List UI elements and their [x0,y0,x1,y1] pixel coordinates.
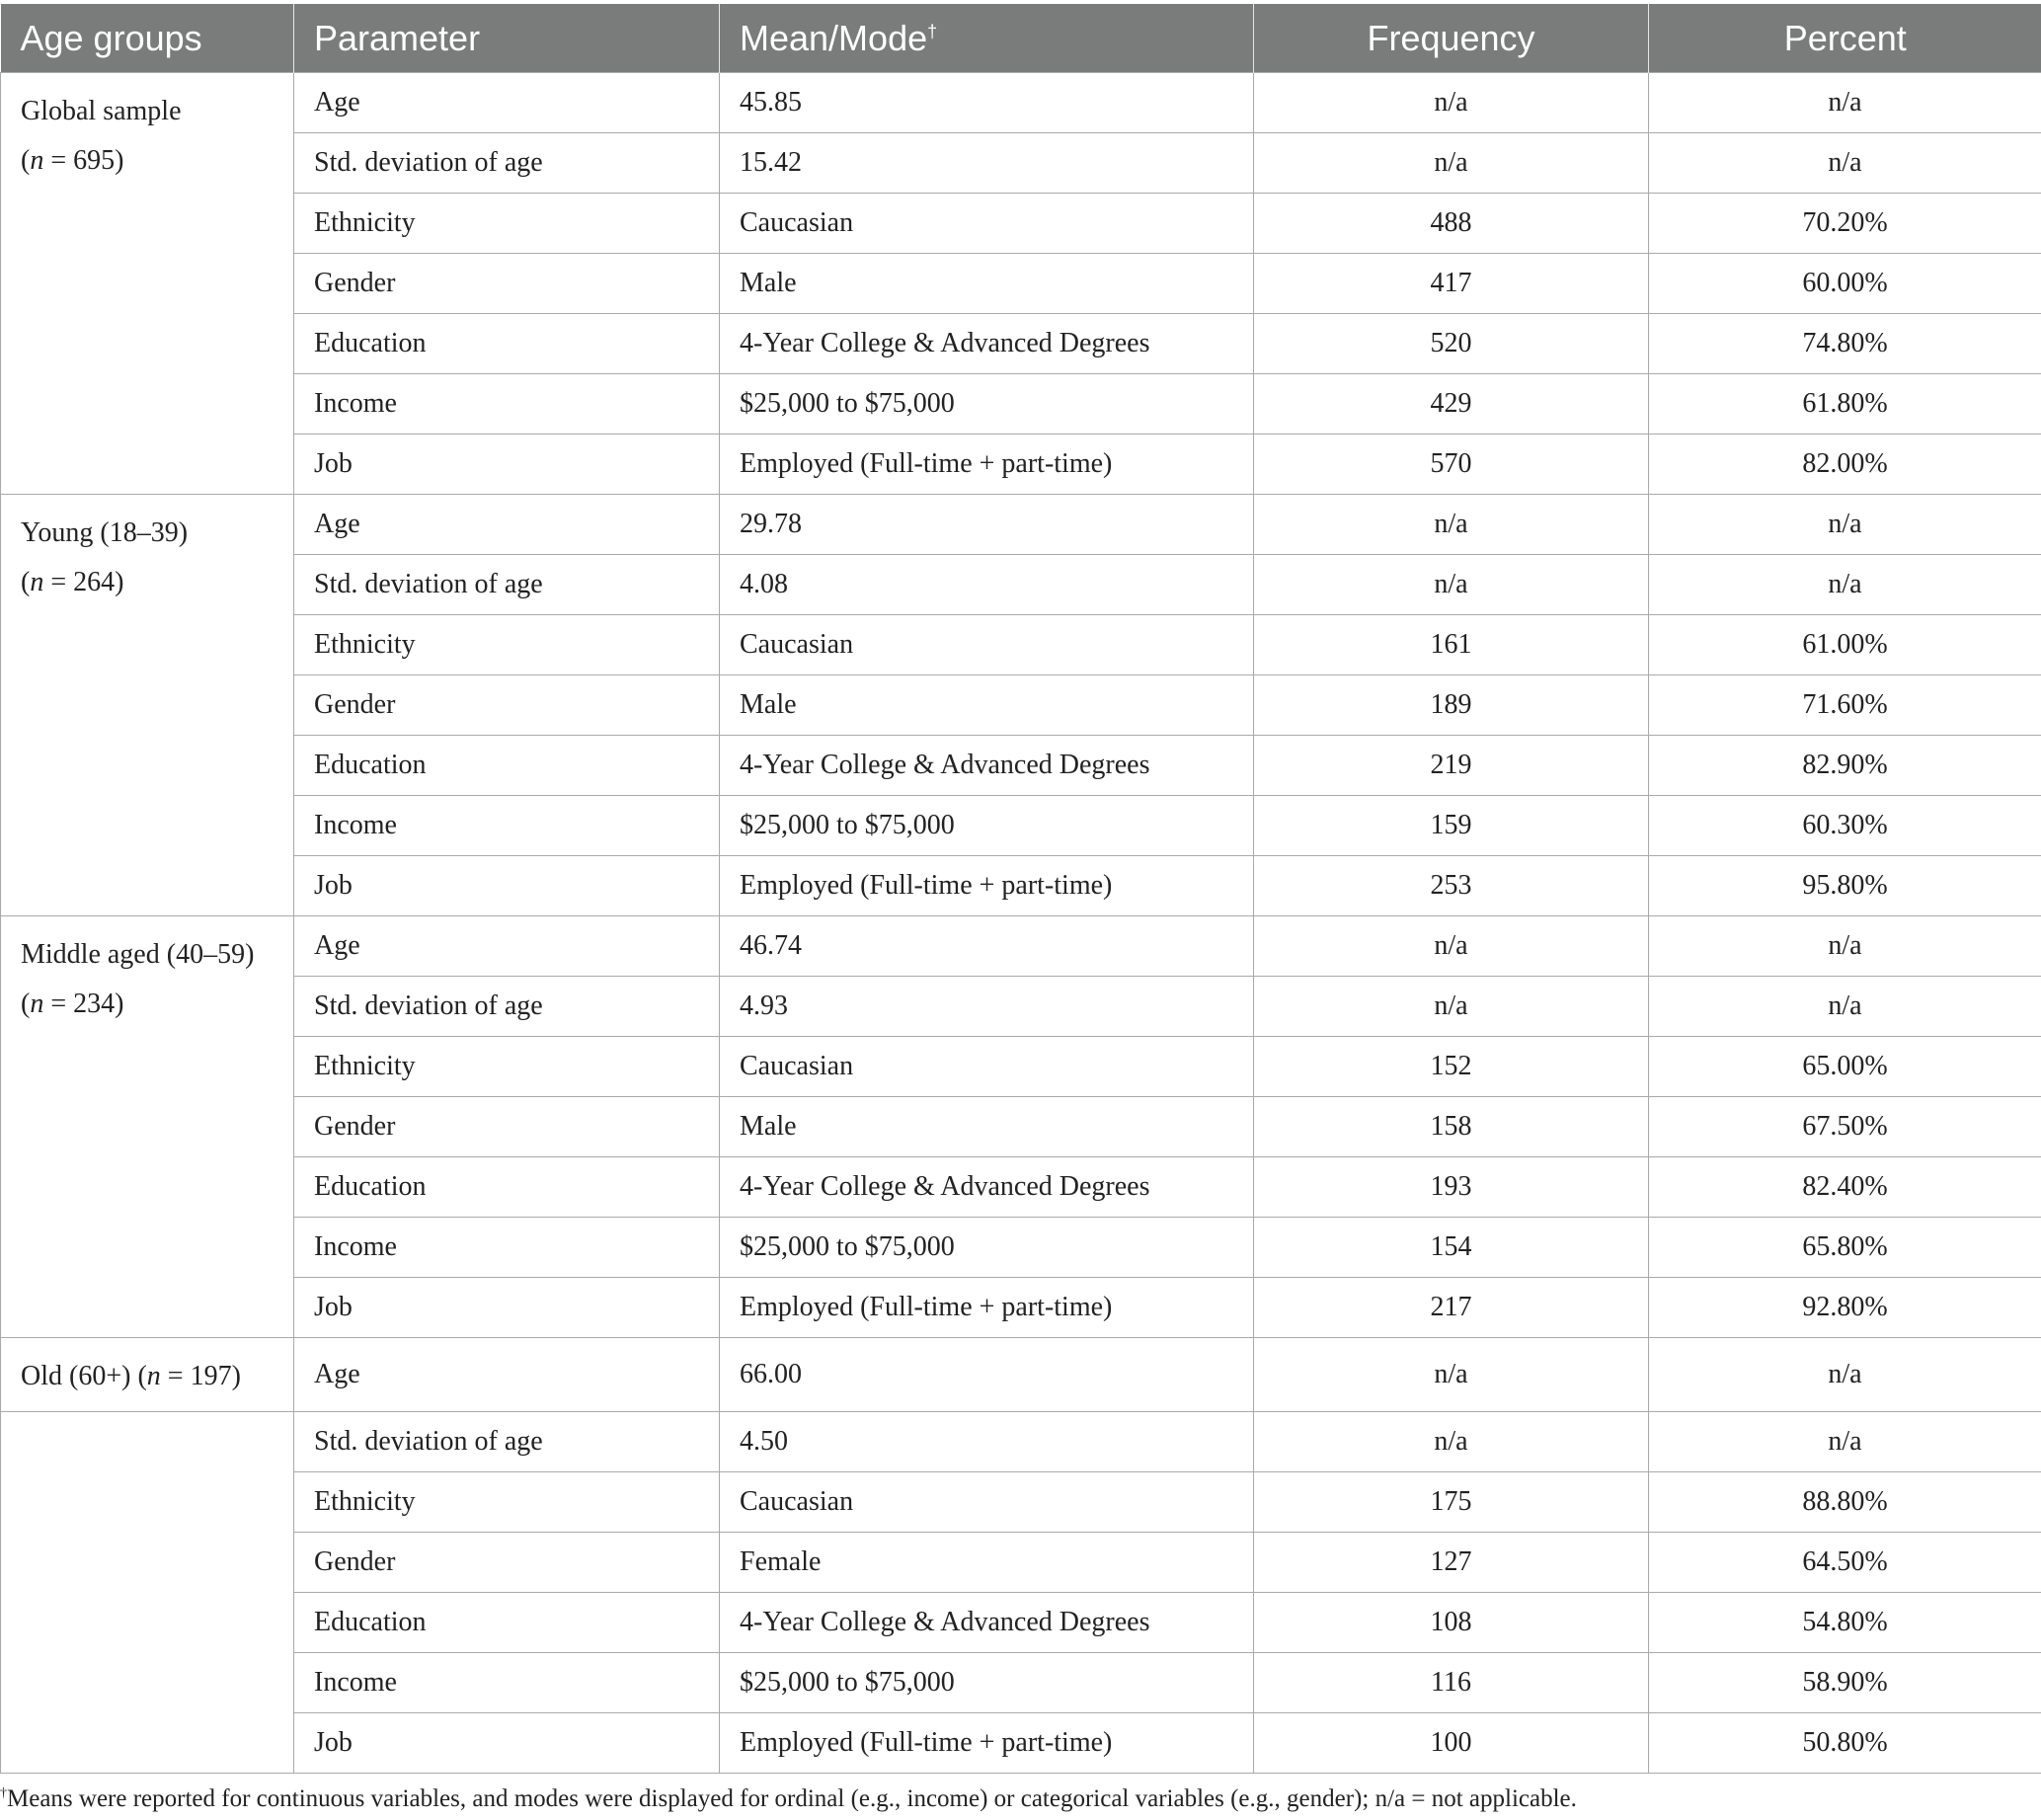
frequency-cell: 193 [1254,1157,1649,1218]
frequency-cell: 253 [1254,856,1649,916]
table-row [1,1412,2041,1472]
age-group-cell [1,916,294,1338]
table-row [1,495,2041,555]
parameter-cell: Age [294,73,720,133]
table-row [1,615,2041,675]
table-row [1,1097,2041,1157]
mean-mode-cell: 4.93 [720,977,1254,1037]
percent-cell: 65.80% [1649,1218,2041,1278]
header-percent: Percent [1649,4,2041,73]
mean-mode-cell: Employed (Full-time + part-time) [720,1713,1254,1774]
table-row [1,1157,2041,1218]
header-parameter: Parameter [294,4,720,73]
age-group-cell [1,73,294,495]
mean-mode-cell: Employed (Full-time + part-time) [720,1278,1254,1338]
mean-mode-cell: Employed (Full-time + part-time) [720,856,1254,916]
n-prefix: ( [137,1361,147,1391]
parameter-cell: Job [294,1713,720,1774]
table-row [1,194,2041,254]
mean-mode-cell: 4-Year College & Advanced Degrees [720,1157,1254,1218]
parameter-cell: Income [294,796,720,856]
percent-cell: n/a [1649,977,2041,1037]
percent-cell: 64.50% [1649,1533,2041,1593]
mean-mode-cell: $25,000 to $75,000 [720,1653,1254,1713]
mean-mode-cell: Caucasian [720,1037,1254,1097]
frequency-cell: 161 [1254,615,1649,675]
parameter-cell: Gender [294,254,720,314]
table-row [1,133,2041,194]
mean-mode-cell: Employed (Full-time + part-time) [720,435,1254,495]
parameter-cell: Ethnicity [294,1037,720,1097]
percent-cell: 71.60% [1649,675,2041,736]
percent-cell: 60.30% [1649,796,2041,856]
frequency-cell: 154 [1254,1218,1649,1278]
frequency-cell: 520 [1254,314,1649,374]
mean-mode-cell: 29.78 [720,495,1254,555]
parameter-cell: Education [294,1157,720,1218]
table-row [1,374,2041,435]
frequency-cell: 127 [1254,1533,1649,1593]
frequency-cell: n/a [1254,73,1649,133]
parameter-cell: Ethnicity [294,615,720,675]
percent-cell: 82.40% [1649,1157,2041,1218]
mean-mode-cell: 46.74 [720,916,1254,977]
table-row [1,555,2041,615]
parameter-cell: Gender [294,1097,720,1157]
mean-mode-cell: Caucasian [720,615,1254,675]
parameter-cell: Education [294,314,720,374]
table-row [1,1653,2041,1713]
table-row [1,1338,2041,1412]
frequency-cell: 159 [1254,796,1649,856]
percent-cell: 65.00% [1649,1037,2041,1097]
table-row [1,675,2041,736]
frequency-cell: n/a [1254,977,1649,1037]
table-row [1,796,2041,856]
percent-cell: 82.90% [1649,736,2041,796]
percent-cell: 50.80% [1649,1713,2041,1774]
percent-cell: 88.80% [1649,1472,2041,1533]
table-row [1,1037,2041,1097]
parameter-cell: Education [294,1593,720,1653]
frequency-cell: 217 [1254,1278,1649,1338]
frequency-cell: 158 [1254,1097,1649,1157]
n-prefix: ( [21,989,31,1019]
frequency-cell: 116 [1254,1653,1649,1713]
percent-cell: 67.50% [1649,1097,2041,1157]
percent-cell: 54.80% [1649,1593,2041,1653]
mean-mode-cell: 4.08 [720,555,1254,615]
parameter-cell: Job [294,1278,720,1338]
mean-mode-cell: $25,000 to $75,000 [720,796,1254,856]
parameter-cell: Income [294,1218,720,1278]
table-row [1,73,2041,133]
frequency-cell: 100 [1254,1713,1649,1774]
percent-cell: n/a [1649,1412,2041,1472]
percent-cell: n/a [1649,495,2041,555]
n-variable: n [30,989,44,1019]
age-group-n [21,136,274,186]
n-prefix: ( [21,567,31,597]
n-variable: n [146,1361,161,1391]
table-row [1,856,2041,916]
frequency-cell: n/a [1254,1338,1649,1412]
footnote-mark: † [0,1785,7,1801]
age-group-n [137,1361,240,1391]
mean-mode-cell: 66.00 [720,1338,1254,1412]
mean-mode-cell: 4-Year College & Advanced Degrees [720,736,1254,796]
frequency-cell: n/a [1254,495,1649,555]
n-variable: n [30,567,44,597]
mean-mode-cell: $25,000 to $75,000 [720,374,1254,435]
parameter-cell: Std. deviation of age [294,977,720,1037]
parameter-cell: Std. deviation of age [294,133,720,194]
frequency-cell: 570 [1254,435,1649,495]
percent-cell: n/a [1649,133,2041,194]
table-row [1,736,2041,796]
dagger-mark: † [927,21,938,41]
percent-cell: 70.20% [1649,194,2041,254]
frequency-cell: 175 [1254,1472,1649,1533]
parameter-cell: Education [294,736,720,796]
frequency-cell: n/a [1254,133,1649,194]
frequency-cell: 152 [1254,1037,1649,1097]
header-mean-mode: Mean/Mode† [720,4,1254,73]
percent-cell: 82.00% [1649,435,2041,495]
n-value: = 234) [43,989,124,1019]
mean-mode-cell: Male [720,1097,1254,1157]
mean-mode-cell: 4-Year College & Advanced Degrees [720,1593,1254,1653]
percent-cell: n/a [1649,916,2041,977]
mean-mode-cell: 15.42 [720,133,1254,194]
table-row [1,1218,2041,1278]
age-group-name: Old (60+) [21,1361,138,1391]
n-value: = 197) [160,1361,241,1391]
parameter-cell: Job [294,856,720,916]
table-body [1,73,2041,1774]
demographics-table [0,4,2041,1774]
parameter-cell: Job [294,435,720,495]
parameter-cell: Ethnicity [294,1472,720,1533]
mean-mode-cell: Male [720,254,1254,314]
age-group-cell [1,1338,294,1412]
age-group-name: Young (18–39) [21,517,189,548]
table-row [1,977,2041,1037]
age-group-cell-empty [1,1412,294,1774]
table-row [1,435,2041,495]
header-frequency: Frequency [1254,4,1649,73]
frequency-cell: 417 [1254,254,1649,314]
parameter-cell: Gender [294,1533,720,1593]
percent-cell: n/a [1649,555,2041,615]
frequency-cell: n/a [1254,1412,1649,1472]
age-group-n [21,980,274,1029]
footnote [0,1785,1577,1813]
table-row [1,1593,2041,1653]
n-variable: n [30,145,44,176]
age-group-name: Middle aged (40–59) [21,939,255,970]
frequency-cell: n/a [1254,555,1649,615]
n-value: = 264) [43,567,124,597]
age-group-name: Global sample [21,96,182,126]
n-prefix: ( [21,145,31,176]
percent-cell: 61.00% [1649,615,2041,675]
age-group-n [21,558,274,607]
header-age-groups: Age groups [1,4,294,73]
frequency-cell: 219 [1254,736,1649,796]
parameter-cell: Std. deviation of age [294,1412,720,1472]
age-group-cell [1,495,294,916]
n-value: = 695) [43,145,124,176]
frequency-cell: n/a [1254,916,1649,977]
table-row [1,1278,2041,1338]
table-row [1,916,2041,977]
percent-cell: 61.80% [1649,374,2041,435]
table-row [1,314,2041,374]
percent-cell: 95.80% [1649,856,2041,916]
parameter-cell: Std. deviation of age [294,555,720,615]
frequency-cell: 429 [1254,374,1649,435]
percent-cell: n/a [1649,1338,2041,1412]
mean-mode-cell: 45.85 [720,73,1254,133]
table-row [1,1472,2041,1533]
mean-mode-cell: Caucasian [720,1472,1254,1533]
mean-mode-cell: Male [720,675,1254,736]
footnote-text: Means were reported for continuous variables, and modes were displayed for ordinal (e.g., income) or categorical variables (e.g., gender); n/a = not applicable. [7,1785,1577,1812]
parameter-cell: Age [294,916,720,977]
parameter-cell: Income [294,1653,720,1713]
table-row [1,254,2041,314]
parameter-cell: Age [294,1338,720,1412]
mean-mode-cell: $25,000 to $75,000 [720,1218,1254,1278]
mean-mode-cell: 4.50 [720,1412,1254,1472]
table-row [1,1713,2041,1774]
frequency-cell: 189 [1254,675,1649,736]
parameter-cell: Age [294,495,720,555]
frequency-cell: 108 [1254,1593,1649,1653]
mean-mode-cell: Female [720,1533,1254,1593]
percent-cell: 92.80% [1649,1278,2041,1338]
percent-cell: 74.80% [1649,314,2041,374]
percent-cell: n/a [1649,73,2041,133]
parameter-cell: Gender [294,675,720,736]
percent-cell: 58.90% [1649,1653,2041,1713]
parameter-cell: Ethnicity [294,194,720,254]
mean-mode-cell: 4-Year College & Advanced Degrees [720,314,1254,374]
parameter-cell: Income [294,374,720,435]
header-row [1,4,2041,73]
mean-mode-cell: Caucasian [720,194,1254,254]
table-row [1,1533,2041,1593]
frequency-cell: 488 [1254,194,1649,254]
percent-cell: 60.00% [1649,254,2041,314]
